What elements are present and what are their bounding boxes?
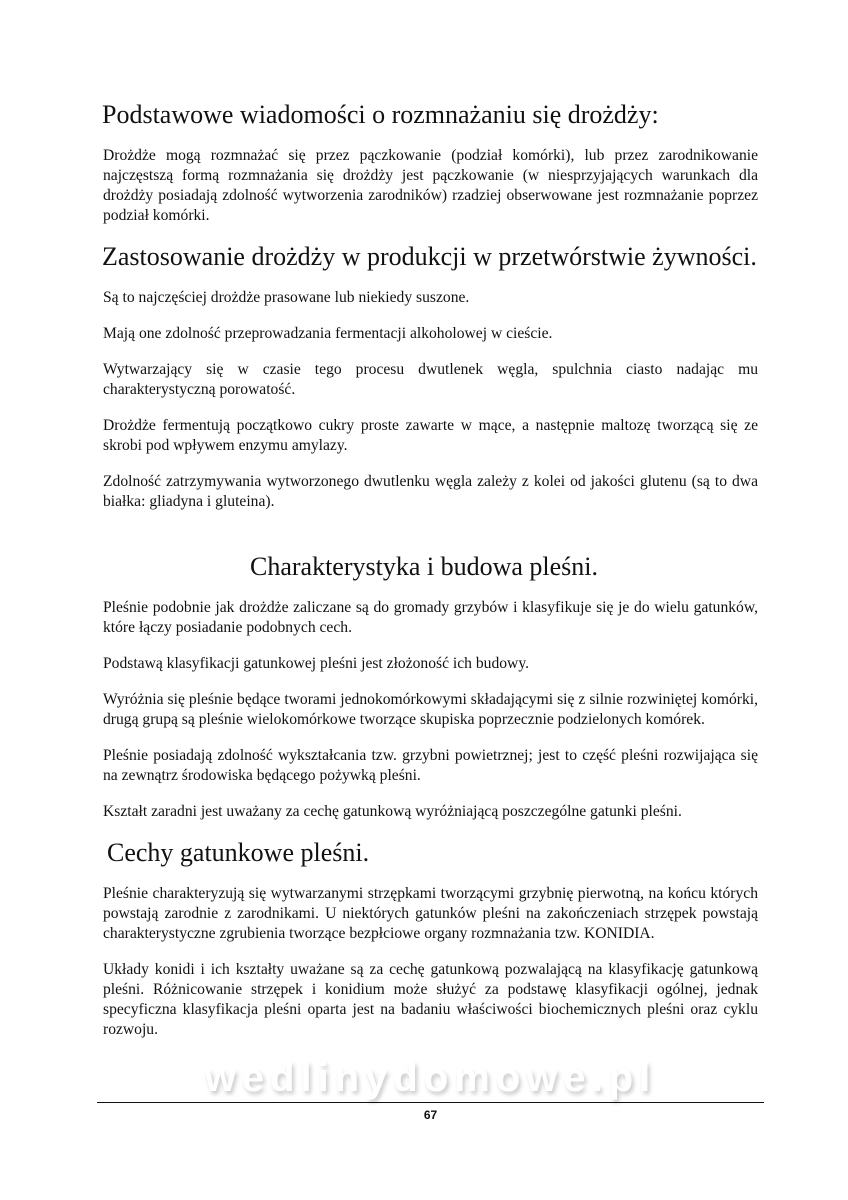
page-footer xyxy=(103,1056,758,1122)
paragraph: Mają one zdolność przeprowadzania fermentacji alkoholowej w cieście. xyxy=(103,325,553,342)
section-heading: Podstawowe wiadomości o rozmnażaniu się drożdży: xyxy=(102,100,659,129)
paragraph: Wytwarzający się w czasie tego procesu dwutlenek węgla, spulchnia ciasto nadając mu charakterystyczną porowatość. xyxy=(103,361,758,398)
paragraph: Wyróżnia się pleśnie będące tworami jednokomórkowymi składającymi się z silnie rozwiniętej komórki, drugą grupą są pleśnie wielokomórkowe tworzące skupiska poprzecznie podzielonych komórek. xyxy=(103,691,758,728)
paragraph: Kształt zaradni jest uważany za cechę gatunkową wyróżniającą poszczególne gatunki pleśni. xyxy=(103,803,682,820)
watermark: wedlinydomowe.pl xyxy=(204,1056,657,1100)
paragraph: Pleśnie posiadają zdolność wykształcania tzw. grzybni powietrznej; jest to część pleśni rozwijająca się na zewnątrz środowiska będącego pożywką pleśni. xyxy=(103,747,758,784)
paragraph: Drożdże mogą rozmnażać się przez pączkowanie (podział komórki), lub przez zarodnikowanie najczęstszą formą rozmnażania się drożdży jest pączkowanie (w niesprzyjających warunkach dla drożdży posiadają zdolność wytworzenia zarodników) rzadziej obserwowane jest rozmnażanie poprzez podział komórki. xyxy=(103,147,758,224)
section-heading: Zastosowanie drożdży w produkcji w przetwórstwie żywności. xyxy=(102,242,757,271)
paragraph: Są to najczęściej drożdże prasowane lub niekiedy suszone. xyxy=(103,289,470,306)
page-number: 67 xyxy=(423,1108,438,1122)
section-heading: Cechy gatunkowe pleśni. xyxy=(107,838,370,867)
paragraph: Pleśnie charakteryzują się wytwarzanymi strzępkami tworzącymi grzybnię pierwotną, na końcu których powstają zarodnie z zarodnikami. U niektórych gatunków pleśni na zakończeniach strzępek powstają charakterystyczne zgrubienia tworzące bezpłciowe organy rozmnażania tzw. KONIDIA. xyxy=(103,885,758,942)
paragraph: Układy konidi i ich kształty uważane są za cechę gatunkową pozwalającą na klasyfikację gatunkową pleśni. Różnicowanie strzępek i konidium może służyć za podstawę klasyfikacji ogólnej, jednak specyficzna klasyfikacja pleśni oparta jest na badaniu właściwości biochemicznych pleśni oraz cyklu rozwoju. xyxy=(103,961,758,1038)
paragraph: Drożdże fermentują początkowo cukry proste zawarte w mące, a następnie maltozę tworzącą się ze skrobi pod wpływem enzymu amylazy. xyxy=(103,417,758,454)
section-heading: Charakterystyka i budowa pleśni. xyxy=(249,552,599,581)
footer-divider xyxy=(97,1102,764,1103)
paragraph: Pleśnie podobnie jak drożdże zaliczane są do gromady grzybów i klasyfikuje się je do wielu gatunków, które łączy posiadanie podobnych cech. xyxy=(103,599,758,636)
paragraph: Podstawą klasyfikacji gatunkowej pleśni jest złożoność ich budowy. xyxy=(103,655,529,672)
paragraph: Zdolność zatrzymywania wytworzonego dwutlenku węgla zależy z kolei od jakości glutenu (są to dwa białka: gliadyna i gluteina). xyxy=(103,473,758,510)
